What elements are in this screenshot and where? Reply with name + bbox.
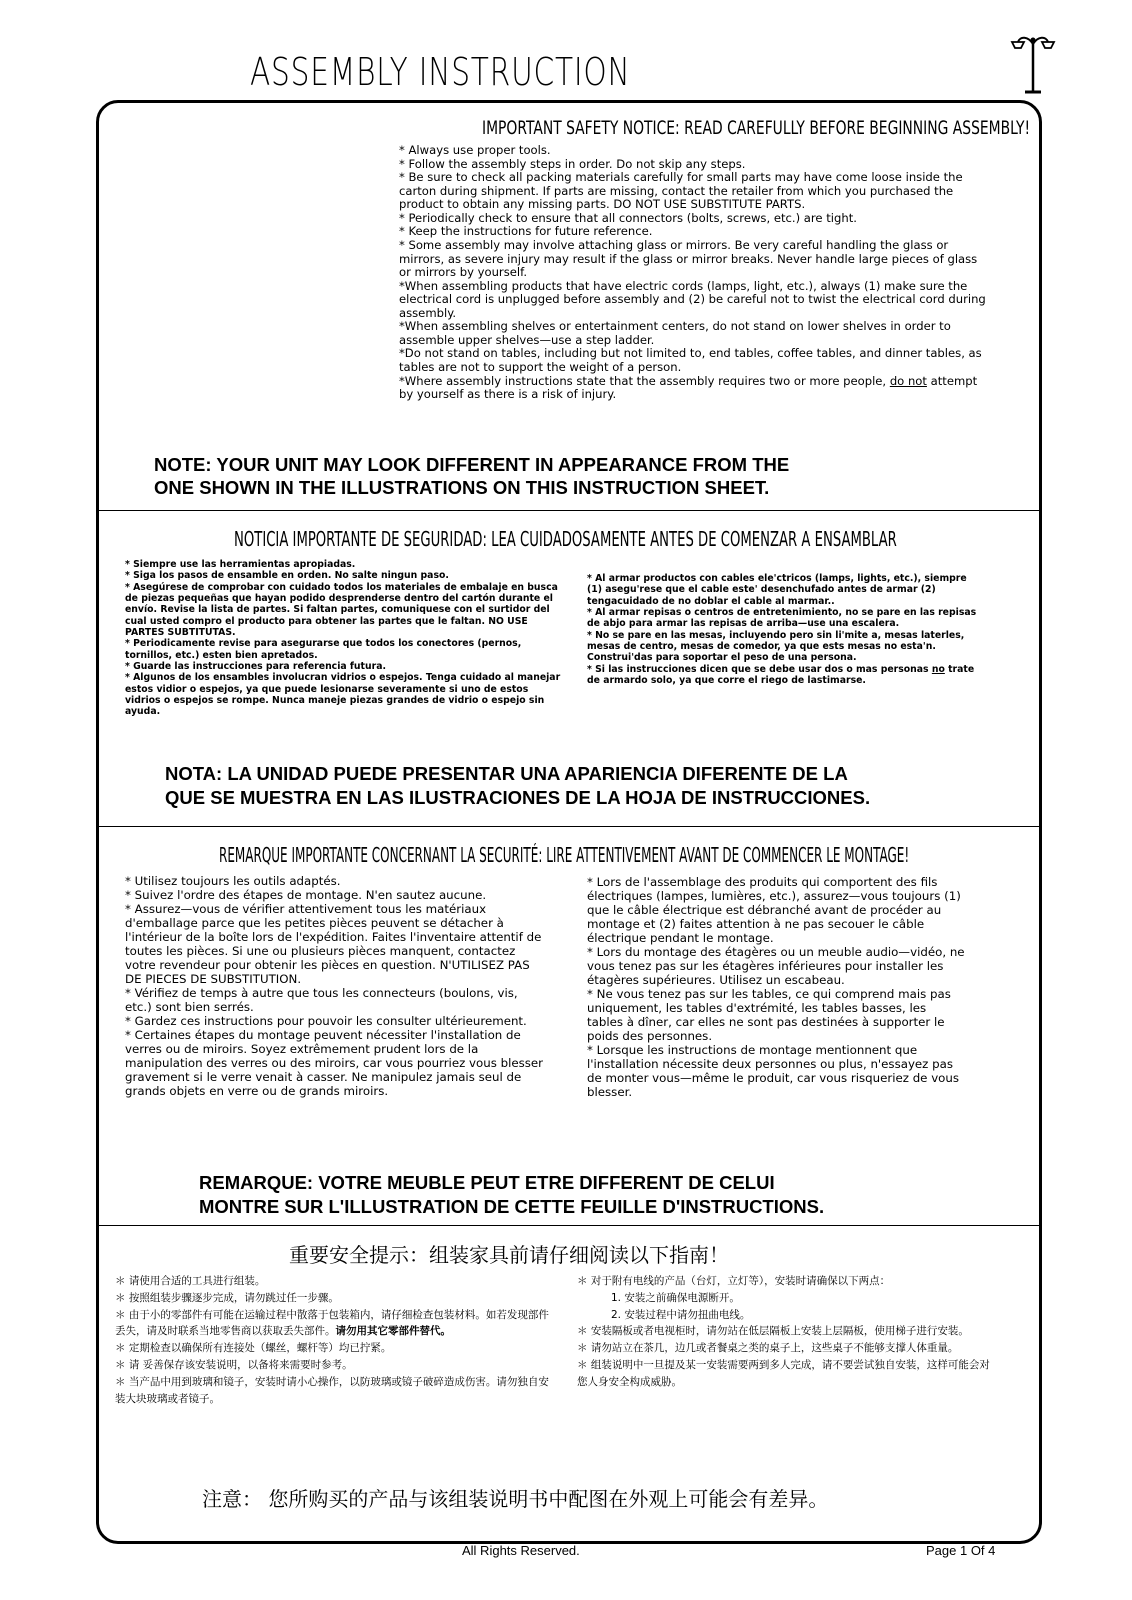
spanish-left-list xyxy=(125,559,563,718)
lamp-logo-icon xyxy=(1010,30,1056,98)
chinese-left-list xyxy=(115,1273,555,1407)
list-item: * Asegúrese de comprobar con cuidado todos los materiales de embalaje en busca de piezas pequeñas que hayan podido desprenderse dentro del cartón durante el envío. Revise la lista de partes. Si faltan partes, comuniquese con el surtidor del cual usted compro el producto para obtener las partes que le faltan. NO USE PARTES SUBTITUTAS. xyxy=(125,581,558,638)
list-item: * Guarde las instrucciones para referencia futura. xyxy=(125,660,387,672)
instruction-frame xyxy=(96,100,1042,1544)
list-item: *Do not stand on tables, including but not limited to, end tables, coffee tables, and dinner tables, as tables are not to support the weight of a person. xyxy=(399,346,982,374)
french-heading: REMARQUE IMPORTANTE CONCERNANT LA SECURITÉ: LIRE ATTENTIVEMENT AVANT DE COMMENCER LE MONTAGE! xyxy=(219,843,910,867)
list-item: * Al armar productos con cables ele'ctricos (lamps, lights, etc.), siempre (1) asegu'rese que el cable este' desenchufado antes de armar (2) tengacuidado de no doblar el cable al marmar.. xyxy=(587,573,967,607)
list-item: * Assurez—vous de vérifier attentivement tous les matériaux d'emballage parce que les petites pièces peuvent se détacher à l'intérieur de la boîte lors de l'expédition. Faites l'inventaire attentif de toutes les pièces. Si une ou plusieurs pièces manquent, contactez votre revendeur pour obtenir les pièces en question. N'UTILISEZ PAS DE PIECES DE SUBSTITUTION. xyxy=(125,902,542,987)
list-item: * No se pare en las mesas, incluyendo pero sin li'mite a, mesas laterles, mesas de centro, mesas de comedor, ya que ests mesas no esta'n. Construi'das para soportar el peso de una persona. xyxy=(587,629,965,664)
list-item: 2. 安装过程中请勿扭曲电线。 xyxy=(611,1308,751,1321)
french-note: REMARQUE: VOTRE MEUBLE PEUT ETRE DIFFERENT DE CELUI MONTRE SUR L'ILLUSTRATION DE CETTE FEUILLE D'INSTRUCTIONS. xyxy=(199,1172,825,1217)
french-right-list xyxy=(587,875,965,1100)
document-title: ASSEMBLY INSTRUCTION xyxy=(250,50,631,94)
list-item: * Utilisez toujours les outils adaptés. xyxy=(125,874,341,888)
list-item: * Follow the assembly steps in order. Do not skip any steps. xyxy=(399,156,746,171)
chinese-note: 注意： 您所购买的产品与该组装说明书中配图在外观上可能会有差异。 xyxy=(202,1487,829,1511)
list-item: * Algunos de los ensambles involucran vidrios o espejos. Tenga cuidado al manejar estos vidior o espejos, ya que puede lesionarse severamente si uno de estos vidrios o espejos se rompe. Nunca maneje piezas grandes de vidrio o espejo sin ayuda. xyxy=(125,672,561,718)
english-safety-list xyxy=(399,144,991,402)
list-item: ＊ 由于小的零部件有可能在运输过程中散落于包装箱内，请仔细检查包装材料。如若发现部件丢失，请及时联系当地零售商以获取丢失部件。请勿用其它零部件替代。 xyxy=(115,1308,549,1338)
list-item: * Periodicamente revise para asegurarse que todos los conectores (pernos, tornillos, etc.) esten bien apretados. xyxy=(125,638,522,661)
list-item: ＊ 按照组装步骤逐步完成，请勿跳过任一步骤。 xyxy=(115,1291,339,1304)
list-item: * Lors du montage des étagères ou un meuble audio—vidéo, ne vous tenez pas sur les étagères inférieures pour installer les étagères supérieures. Utilisez un escabeau. xyxy=(587,945,965,988)
list-item: * Be sure to check all packing materials carefully for small parts may have come loose inside the carton during shipment. If parts are missing, contact the retailer from which you purchased the product to obtain any missing parts. DO NOT USE SUBSTITUTE PARTS. xyxy=(399,170,963,212)
section-divider xyxy=(99,1225,1039,1226)
list-item: * Siga los pasos de ensamble en orden. No salte ningun paso. xyxy=(125,570,449,582)
french-left-list xyxy=(125,874,545,1099)
english-note: NOTE: YOUR UNIT MAY LOOK DIFFERENT IN APPEARANCE FROM THE ONE SHOWN IN THE ILLUSTRATIONS ON THIS INSTRUCTION SHEET. xyxy=(154,454,790,498)
list-item: * Ne vous tenez pas sur les tables, ce qui comprend mais pas uniquement, les tables d'extrémité, les tables basses, les tables à dîner, car elles ne sont pas destinées à supporter le poids des personnes. xyxy=(587,987,951,1044)
list-item: ＊ 请 妥善保存该安装说明，以备将来需要时参考。 xyxy=(115,1358,353,1371)
list-item: * Siempre use las herramientas apropiadas. xyxy=(125,559,356,570)
list-item: ＊ 定期检查以确保所有连接处（螺丝，螺杆等）均已拧紧。 xyxy=(115,1342,392,1355)
list-item: ＊ 请使用合适的工具进行组装。 xyxy=(115,1275,266,1287)
section-divider xyxy=(99,826,1039,827)
list-item: *When assembling products that have electric cords (lamps, light, etc.), always (1) make sure the electrical cord is unplugged before assembly and (2) be careful not to twist the electrical cord during assembly. xyxy=(399,278,986,320)
list-item: * Suivez l'ordre des étapes de montage. N'en sautez aucune. xyxy=(125,888,487,903)
spanish-heading: NOTICIA IMPORTANTE DE SEGURIDAD: LEA CUIDADOSAMENTE ANTES DE COMENZAR A ENSAMBLAR xyxy=(234,527,897,551)
section-divider xyxy=(99,510,1039,511)
spanish-note: NOTA: LA UNIDAD PUEDE PRESENTAR UNA APARIENCIA DIFERENTE DE LA QUE SE MUESTRA EN LAS ILUSTRACIONES DE LA HOJA DE INSTRUCCIONES. xyxy=(165,763,871,808)
list-item: * Si las instrucciones dicen que se debe usar dos o mas personas no trate de armardo solo, ya que corre el riego de lastimarse. xyxy=(587,663,975,686)
chinese-right-list xyxy=(577,1273,997,1391)
page-number: Page 1 Of 4 xyxy=(926,1543,996,1558)
list-item: *Where assembly instructions state that the assembly requires two or more people, do not attempt by yourself as there is a risk of injury. xyxy=(399,373,978,402)
list-item: ＊ 安装隔板或者电视柜时，请勿站在低层隔板上安装上层隔板，使用梯子进行安装。 xyxy=(577,1325,969,1338)
list-item: * Lorsque les instructions de montage mentionnent que l'installation nécessite deux personnes ou plus, n'essayez pas de monter vous—même le produit, car vous risqueriez de vous blesser. xyxy=(587,1043,960,1100)
rights-footer: All Rights Reserved. xyxy=(462,1543,580,1558)
list-item: ＊ 请勿站立在茶几，边几或者餐桌之类的桌子上，这些桌子不能够支撑人体重量。 xyxy=(577,1342,959,1355)
english-heading: IMPORTANT SAFETY NOTICE: READ CAREFULLY BEFORE BEGINNING ASSEMBLY! xyxy=(482,117,1031,139)
list-item: ＊ 对于附有电线的产品（台灯，立灯等），安装时请确保以下两点： xyxy=(577,1275,891,1287)
list-item: * Gardez ces instructions pour pouvoir les consulter ultérieurement. xyxy=(125,1014,527,1029)
list-item: *When assembling shelves or entertainment centers, do not stand on lower shelves in order to assemble upper shelves—use a step ladder. xyxy=(399,319,951,347)
list-item: * Keep the instructions for future reference. xyxy=(399,224,653,239)
list-item: * Always use proper tools. xyxy=(399,143,551,157)
spanish-right-list xyxy=(587,573,982,686)
list-item: * Lors de l'assemblage des produits qui comportent des fils électriques (lampes, lumières, etc.), assurez—vous toujours (1) que le câble électrique est débranché avant de procéder au montage et (2) faites attention à ne pas secouer le câble électrique pendant le montage. xyxy=(587,875,961,946)
chinese-heading: 重要安全提示：组装家具前请仔细阅读以下指南！ xyxy=(289,1243,729,1267)
list-item: * Certaines étapes du montage peuvent nécessiter l'installation de verres ou de miroirs. Soyez extrêmement prudent lors de la manipulation des verres ou des miroirs, car vous pourriez vous blesser gravement si le verre venait à casser. Ne manipulez jamais seul de grands objets en verre ou de grands miroirs. xyxy=(125,1028,544,1099)
list-item: * Some assembly may involve attaching glass or mirrors. Be very careful handling the glass or mirrors, as severe injury may result if the glass or mirror breaks. Never handle large pieces of glass or mirrors by yourself. xyxy=(399,237,978,280)
list-item: * Al armar repisas o centros de entretenimiento, no se pare en las repisas de abjo para armar las repisas de arriba—use una escalera. xyxy=(587,606,977,630)
list-item: ＊ 当产品中用到玻璃和镜子，安装时请小心操作，以防玻璃或镜子破碎造成伤害。请勿独自安装大块玻璃或者镜子。 xyxy=(115,1375,549,1405)
list-item: 1. 安装之前确保电源断开。 xyxy=(611,1291,740,1304)
list-item: * Vérifiez de temps à autre que tous les connecteurs (boulons, vis, etc.) sont bien serrés. xyxy=(125,986,518,1015)
list-item: * Periodically check to ensure that all connectors (bolts, screws, etc.) are tight. xyxy=(399,210,857,225)
list-item: ＊ 组装说明中一旦提及某一安装需要两到多人完成，请不要尝试独自安装，这样可能会对您人身安全构成威胁。 xyxy=(577,1358,990,1388)
